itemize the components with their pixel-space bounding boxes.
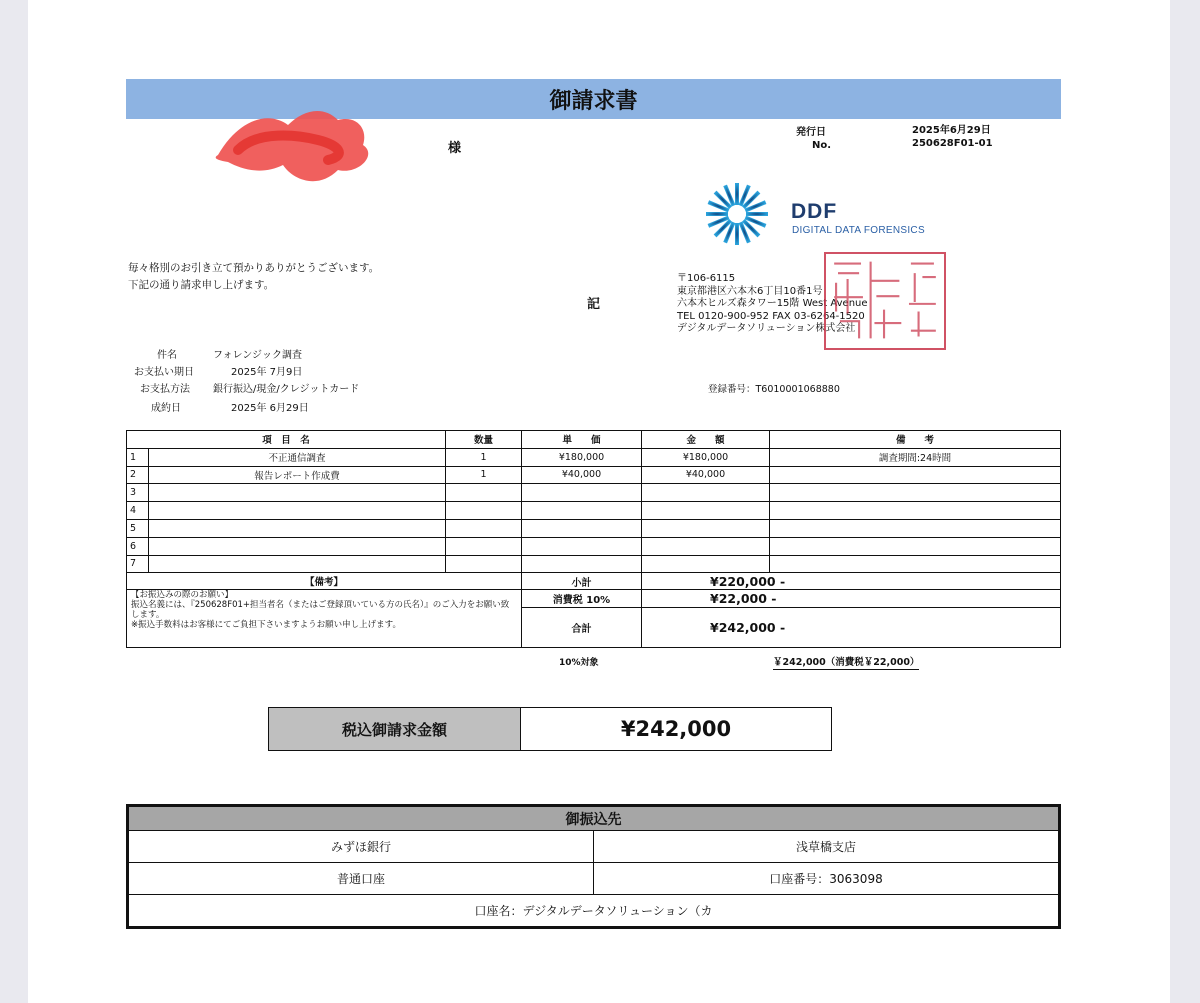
row-unit [522,502,642,520]
row-no: 2 [127,466,149,484]
subject-label: 件名 [157,350,177,361]
grand-total-box [268,707,832,751]
row-unit: ¥180,000 [522,448,642,466]
row-name [149,502,446,520]
row-note [770,466,1061,484]
row-no: 6 [127,537,149,555]
tax-row [127,590,1061,608]
greeting-line: 毎々格別のお引き立て預かりありがとうございます。 [128,262,380,274]
total-label: 合計 [522,608,642,648]
row-note [770,502,1061,520]
ddf-logo-icon [700,182,774,246]
row-qty [446,555,522,573]
phone-fax: TEL 0120-900-952 FAX 03-6264-1520 [677,310,865,322]
row-qty [446,484,522,502]
row-note [770,537,1061,555]
issue-date-value: 2025年6月29日 [912,125,991,136]
total-value: ¥242,000 - [642,608,1061,648]
row-amount [642,537,770,555]
table-row [127,466,1061,484]
totals-table [126,572,1061,648]
address-line: 東京都港区六本木6丁目10番1号 [677,285,823,297]
ki-mark: 記 [587,297,601,312]
header-note: 備 考 [770,431,1061,449]
bank-table [128,806,1059,927]
row-note: 調査期間:24時間 [770,448,1061,466]
row-no: 3 [127,484,149,502]
items-table [126,430,1061,573]
payment-method-label: お支払方法 [140,384,190,395]
issue-date-label: 発行日 [796,127,826,138]
address-line: 六本木ヒルズ森タワー15階 West Avenue [677,298,868,309]
row-name [149,484,446,502]
row-qty [446,519,522,537]
row-no: 4 [127,502,149,520]
row-name [149,555,446,573]
due-date-value: 2025年 7月9日 [231,367,303,378]
row-name [149,537,446,555]
header-item-name: 項 目 名 [127,431,446,449]
account-type: 普通口座 [129,863,594,895]
row-no: 5 [127,519,149,537]
remarks-line: 振込名義には、『250628F01+担当者名（またはご登録頂いている方の氏名）』のご入力をお願い致します。 [131,600,510,620]
row-amount [642,502,770,520]
row-amount [642,484,770,502]
logo-subtitle: DIGITAL DATA FORENSICS [792,225,925,236]
subtotal-label: 小計 [522,573,642,590]
table-row [127,484,1061,502]
remarks-header: 【備考】 [127,573,522,590]
tax-target-label: 10%対象 [559,658,599,668]
bank-branch: 浅草橋支店 [594,831,1059,863]
bank-name: みずほ銀行 [129,831,594,863]
row-note [770,555,1061,573]
row-qty [446,502,522,520]
row-note [770,484,1061,502]
greeting-line: 下記の通り請求申し上げます。 [128,279,275,291]
header-qty: 数量 [446,431,522,449]
company-seal-icon [824,252,946,350]
logo-name: DDF [791,200,838,223]
bank-transfer-box [126,804,1061,929]
items-header-row [127,431,1061,449]
row-note [770,519,1061,537]
greeting [128,260,379,294]
row-name: 報告レポート作成費 [149,466,446,484]
invoice-no-value: 250628F01-01 [912,138,993,149]
payment-method-value: 銀行振込/現金/クレジットカード [213,384,360,395]
company-name: デジタルデータソリューション株式会社 [677,323,856,334]
table-row [127,537,1061,555]
recipient-suffix: 様 [448,141,462,156]
grand-total-value: ¥242,000 [620,717,732,741]
row-unit: ¥40,000 [522,466,642,484]
header-unit-price: 単 価 [522,431,642,449]
bank-header: 御振込先 [129,807,1059,831]
row-no: 7 [127,555,149,573]
row-amount: ¥40,000 [642,466,770,484]
subtotal-row [127,573,1061,590]
table-row [127,502,1061,520]
invoice-page [28,0,1170,1003]
grand-total-label: 税込御請求金額 [269,708,521,750]
row-unit [522,537,642,555]
account-name: 口座名：デジタルデータソリューション（カ [129,895,1059,927]
table-row [127,519,1061,537]
row-name: 不正通信調査 [149,448,446,466]
tax-target-value: ￥242,000（消費税￥22,000） [773,654,919,670]
row-name [149,519,446,537]
row-no: 1 [127,448,149,466]
row-qty [446,537,522,555]
remarks-line: ※振込手数料はお客様にてご負担下さいますようお願い申し上げます。 [131,620,401,630]
table-row [127,448,1061,466]
tax-value: ¥22,000 - [642,590,1061,608]
table-row [127,555,1061,573]
row-amount: ¥180,000 [642,448,770,466]
account-number: 口座番号：3063098 [594,863,1059,895]
redaction-scribble [208,100,388,195]
registration-number: 登録番号：T6010001068880 [708,384,840,395]
remarks-body [127,590,522,648]
remarks-line: 【お振込みの際のお願い】 [131,590,234,600]
row-qty: 1 [446,448,522,466]
subject-value: フォレンジック調査 [213,350,302,361]
header-amount: 金 額 [642,431,770,449]
row-qty: 1 [446,466,522,484]
row-unit [522,555,642,573]
row-unit [522,484,642,502]
contract-date-value: 2025年 6月29日 [231,403,309,414]
invoice-title: 御請求書 [126,79,1061,119]
invoice-no-label: No. [812,140,832,151]
row-amount [642,555,770,573]
postal-code: 〒106-6115 [677,273,736,284]
row-unit [522,519,642,537]
row-amount [642,519,770,537]
contract-date-label: 成約日 [151,403,181,414]
subtotal-value: ¥220,000 - [642,573,1061,590]
tax-label: 消費税 10% [522,590,642,608]
due-date-label: お支払い期日 [134,367,194,378]
